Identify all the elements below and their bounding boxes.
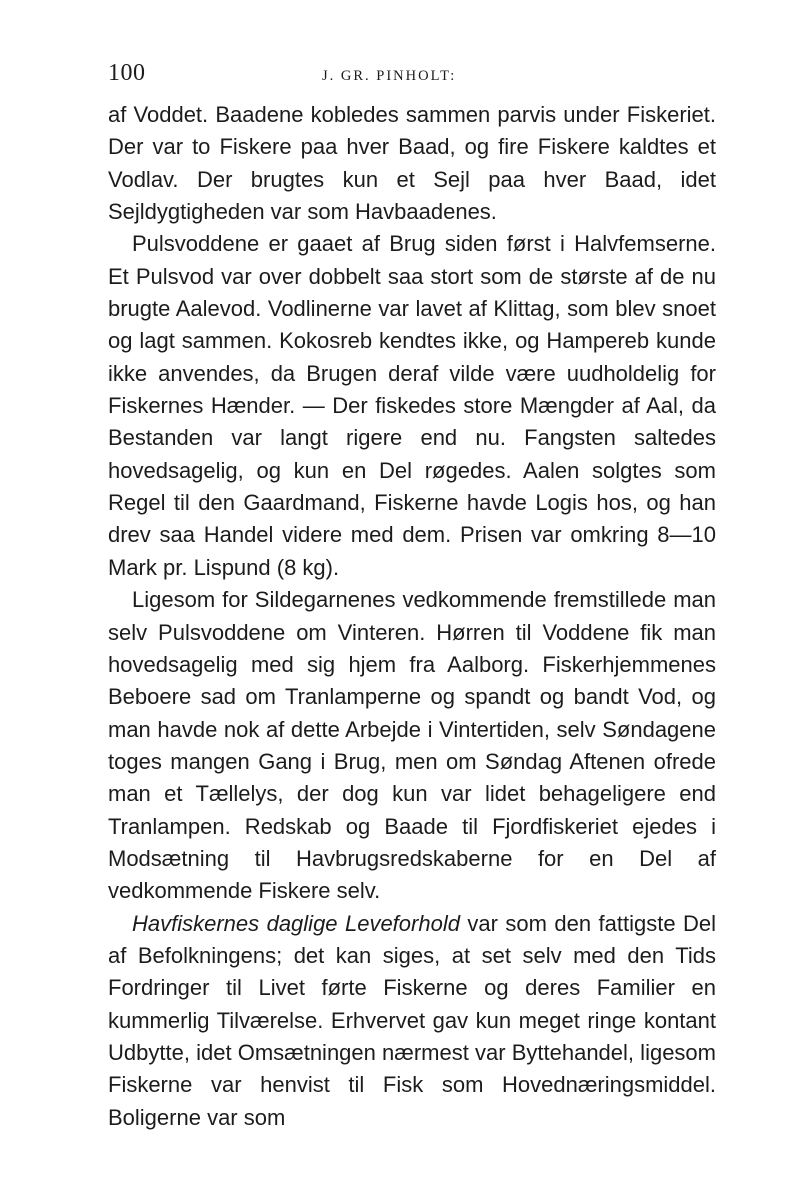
paragraph-2 bbox=[108, 228, 716, 584]
page-header bbox=[108, 58, 716, 94]
paragraph-4 bbox=[108, 908, 716, 1134]
page-number: 100 bbox=[108, 60, 146, 86]
paragraph-1-text: af Voddet. Baadene kobledes sammen parvis under Fiskeriet. Der var to Fiskere paa hver Baad, og fire Fiskere kaldtes et Vodlav. Der brugtes kun et Sejl paa hver Baad, idet Sejldygtigheden var som Havbaadenes. bbox=[108, 102, 716, 225]
paragraph-2-text: Pulsvoddene er gaaet af Brug siden først i Halvfemserne. Et Pulsvod var over dobbelt saa stort som de største af de nu brugte Aalevod. Vodlinerne var lavet af Klittag, som blev snoet og lagt sammen. Kokosreb kendtes ikke, og Hampereb kunde ikke anvendes, da Brugen deraf vilde være uudholdelig for Fiskernes Hænder. — Der fiskedes store Mængder af Aal, da Bestanden var langt rigere end nu. Fangsten saltedes hovedsagelig, og kun en Del røgedes. Aalen solgtes som Regel til den Gaardmand, Fiskerne havde Logis hos, og han drev saa Handel videre med dem. Prisen var omkring 8—10 Mark pr. Lispund (8 kg). bbox=[108, 231, 716, 580]
body-text bbox=[108, 99, 716, 1134]
paragraph-3 bbox=[108, 584, 716, 907]
paragraph-4-italic-lead: Havfiskernes daglige Leveforhold bbox=[132, 910, 460, 936]
paragraph-4-text: var som den fattigste Del af Befolkningens; det kan siges, at set selv med den Tids Fordringer til Livet førte Fiskerne og deres Familier en kummerlig Tilværelse. Erhvervet gav kun meget ringe kontant Udbytte, idet Omsætningen nærmest var Byttehandel, ligesom Fiskerne var henvist til Fisk som Hovednæringsmiddel. Boligerne var som bbox=[108, 910, 716, 1130]
running-head: J. GR. PINHOLT: bbox=[322, 68, 457, 84]
paragraph-1 bbox=[108, 99, 716, 228]
paragraph-3-text: Ligesom for Sildegarnenes vedkommende fremstillede man selv Pulsvoddene om Vinteren. Hørren til Voddene fik man hovedsagelig med sig hjem fra Aalborg. Fiskerhjemmenes Beboere sad om Tranlamperne og spandt og bandt Vod, og man havde nok af dette Arbejde i Vintertiden, selv Søndagene toges mangen Gang i Brug, men om Søndag Aftenen ofrede man et Tællelys, der dog kun var lidet behageligere end Tranlampen. Redskab og Baade til Fjordfiskeriet ejedes i Modsætning til Havbrugsredskaberne for en Del af vedkommende Fiskere selv. bbox=[108, 587, 716, 904]
